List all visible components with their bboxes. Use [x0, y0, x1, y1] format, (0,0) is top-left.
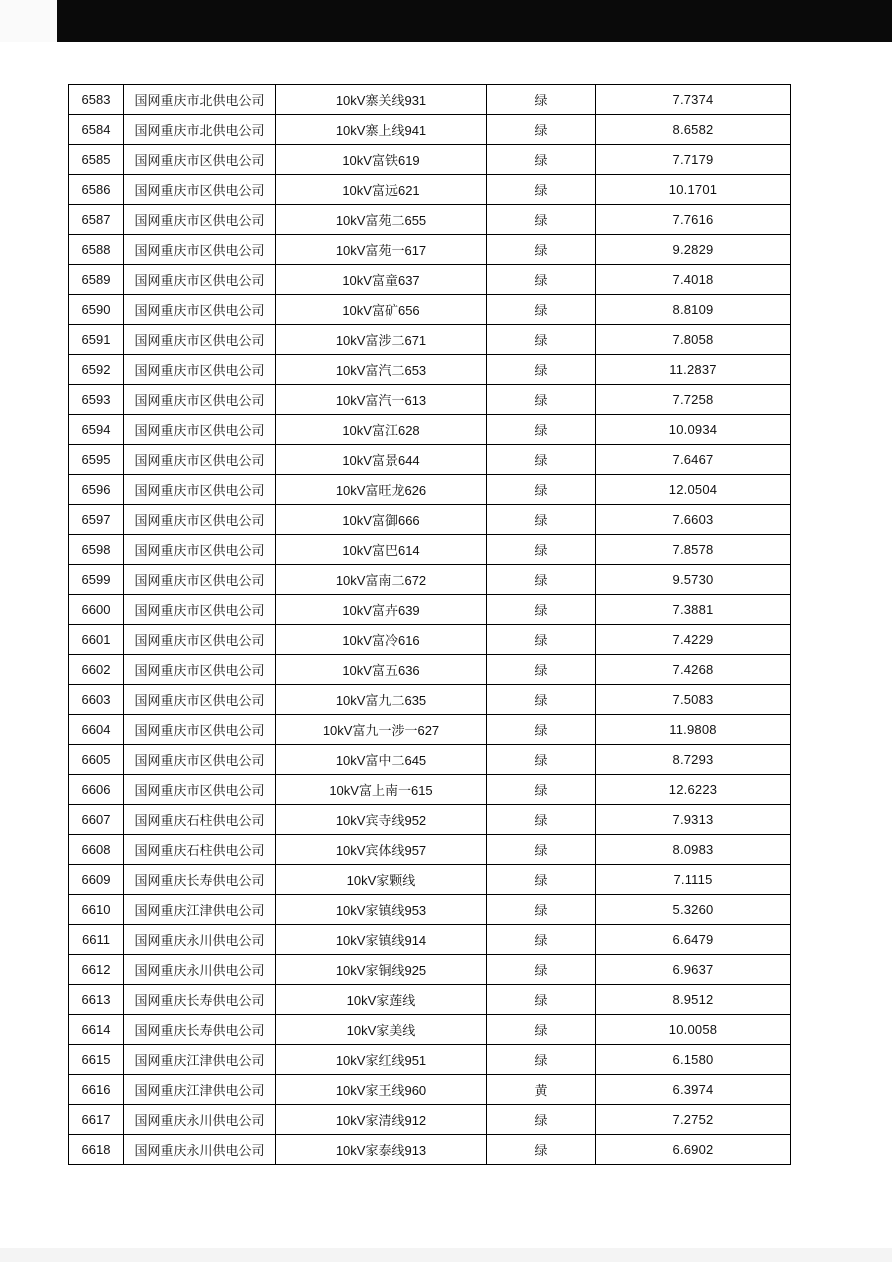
- power-line-table: [68, 84, 791, 1165]
- cell-line: 10kV家颗线: [276, 865, 487, 895]
- cell-company: 国网重庆石柱供电公司: [124, 805, 276, 835]
- cell-line: 10kV寨上线941: [276, 115, 487, 145]
- cell-line: 10kV富冷616: [276, 625, 487, 655]
- table-row: [69, 595, 791, 625]
- cell-company: 国网重庆永川供电公司: [124, 925, 276, 955]
- viewer-bottom-strip: [0, 1248, 892, 1262]
- cell-value: 7.4018: [596, 265, 791, 295]
- cell-value: 7.5083: [596, 685, 791, 715]
- cell-company: 国网重庆市区供电公司: [124, 415, 276, 445]
- cell-id: 6591: [69, 325, 124, 355]
- cell-company: 国网重庆长寿供电公司: [124, 985, 276, 1015]
- cell-value: 7.3881: [596, 595, 791, 625]
- cell-value: 7.7258: [596, 385, 791, 415]
- cell-status: 绿: [487, 685, 596, 715]
- cell-value: 6.6902: [596, 1135, 791, 1165]
- table-row: [69, 235, 791, 265]
- cell-value: 9.5730: [596, 565, 791, 595]
- cell-company: 国网重庆市区供电公司: [124, 355, 276, 385]
- table-row: [69, 565, 791, 595]
- cell-status: 绿: [487, 385, 596, 415]
- table-row: [69, 745, 791, 775]
- cell-value: 7.7616: [596, 205, 791, 235]
- table-row: [69, 535, 791, 565]
- cell-status: 绿: [487, 925, 596, 955]
- cell-line: 10kV富景644: [276, 445, 487, 475]
- table-row: [69, 1075, 791, 1105]
- cell-company: 国网重庆市区供电公司: [124, 715, 276, 745]
- cell-status: 绿: [487, 745, 596, 775]
- cell-status: 绿: [487, 625, 596, 655]
- cell-id: 6605: [69, 745, 124, 775]
- viewer-top-black-bar: [57, 0, 892, 42]
- cell-id: 6610: [69, 895, 124, 925]
- cell-line: 10kV富苑二655: [276, 205, 487, 235]
- cell-value: 9.2829: [596, 235, 791, 265]
- cell-company: 国网重庆市区供电公司: [124, 325, 276, 355]
- cell-id: 6584: [69, 115, 124, 145]
- cell-company: 国网重庆市区供电公司: [124, 505, 276, 535]
- table-row: [69, 445, 791, 475]
- cell-line: 10kV富汽二653: [276, 355, 487, 385]
- cell-company: 国网重庆市区供电公司: [124, 265, 276, 295]
- cell-id: 6586: [69, 175, 124, 205]
- table-row: [69, 685, 791, 715]
- table-row: [69, 625, 791, 655]
- table-row: [69, 955, 791, 985]
- cell-company: 国网重庆永川供电公司: [124, 955, 276, 985]
- cell-value: 8.0983: [596, 835, 791, 865]
- cell-id: 6598: [69, 535, 124, 565]
- cell-line: 10kV富铁619: [276, 145, 487, 175]
- cell-line: 10kV富巴614: [276, 535, 487, 565]
- cell-status: 绿: [487, 355, 596, 385]
- cell-line: 10kV富九二635: [276, 685, 487, 715]
- cell-status: 绿: [487, 115, 596, 145]
- cell-id: 6602: [69, 655, 124, 685]
- cell-value: 6.1580: [596, 1045, 791, 1075]
- table-row: [69, 715, 791, 745]
- cell-id: 6594: [69, 415, 124, 445]
- cell-id: 6608: [69, 835, 124, 865]
- cell-company: 国网重庆市区供电公司: [124, 475, 276, 505]
- cell-value: 7.1115: [596, 865, 791, 895]
- viewer-top-left-corner: [0, 0, 57, 42]
- cell-value: 10.1701: [596, 175, 791, 205]
- cell-id: 6592: [69, 355, 124, 385]
- cell-id: 6615: [69, 1045, 124, 1075]
- cell-id: 6601: [69, 625, 124, 655]
- cell-id: 6589: [69, 265, 124, 295]
- cell-company: 国网重庆永川供电公司: [124, 1105, 276, 1135]
- cell-status: 绿: [487, 775, 596, 805]
- cell-line: 10kV富南二672: [276, 565, 487, 595]
- cell-status: 绿: [487, 1015, 596, 1045]
- table-row: [69, 835, 791, 865]
- cell-status: 绿: [487, 895, 596, 925]
- cell-id: 6613: [69, 985, 124, 1015]
- table-row: [69, 355, 791, 385]
- cell-status: 绿: [487, 835, 596, 865]
- table-row: [69, 325, 791, 355]
- cell-value: 12.0504: [596, 475, 791, 505]
- cell-status: 绿: [487, 805, 596, 835]
- cell-company: 国网重庆长寿供电公司: [124, 1015, 276, 1045]
- cell-status: 绿: [487, 985, 596, 1015]
- cell-id: 6614: [69, 1015, 124, 1045]
- cell-company: 国网重庆市区供电公司: [124, 745, 276, 775]
- cell-id: 6609: [69, 865, 124, 895]
- table-row: [69, 385, 791, 415]
- cell-status: 绿: [487, 505, 596, 535]
- table-row: [69, 865, 791, 895]
- cell-line: 10kV富涉二671: [276, 325, 487, 355]
- cell-line: 10kV富上南一615: [276, 775, 487, 805]
- cell-value: 10.0058: [596, 1015, 791, 1045]
- table-row: [69, 805, 791, 835]
- cell-value: 6.6479: [596, 925, 791, 955]
- cell-status: 绿: [487, 325, 596, 355]
- cell-company: 国网重庆市区供电公司: [124, 445, 276, 475]
- cell-status: 绿: [487, 265, 596, 295]
- cell-value: 11.9808: [596, 715, 791, 745]
- cell-line: 10kV富中二645: [276, 745, 487, 775]
- cell-id: 6603: [69, 685, 124, 715]
- cell-status: 绿: [487, 475, 596, 505]
- cell-value: 8.7293: [596, 745, 791, 775]
- cell-id: 6612: [69, 955, 124, 985]
- document-page: [0, 42, 892, 1248]
- cell-company: 国网重庆江津供电公司: [124, 1075, 276, 1105]
- table-row: [69, 925, 791, 955]
- cell-status: 绿: [487, 1105, 596, 1135]
- cell-status: 绿: [487, 145, 596, 175]
- cell-company: 国网重庆市区供电公司: [124, 595, 276, 625]
- cell-value: 7.8058: [596, 325, 791, 355]
- cell-id: 6595: [69, 445, 124, 475]
- cell-line: 10kV家红线951: [276, 1045, 487, 1075]
- cell-company: 国网重庆市区供电公司: [124, 385, 276, 415]
- cell-company: 国网重庆市区供电公司: [124, 625, 276, 655]
- cell-id: 6593: [69, 385, 124, 415]
- cell-id: 6597: [69, 505, 124, 535]
- cell-status: 黄: [487, 1075, 596, 1105]
- cell-id: 6611: [69, 925, 124, 955]
- cell-id: 6617: [69, 1105, 124, 1135]
- cell-line: 10kV富矿656: [276, 295, 487, 325]
- cell-value: 12.6223: [596, 775, 791, 805]
- cell-id: 6607: [69, 805, 124, 835]
- cell-company: 国网重庆永川供电公司: [124, 1135, 276, 1165]
- cell-value: 7.4229: [596, 625, 791, 655]
- cell-status: 绿: [487, 865, 596, 895]
- cell-status: 绿: [487, 175, 596, 205]
- cell-id: 6590: [69, 295, 124, 325]
- table-row: [69, 415, 791, 445]
- cell-id: 6616: [69, 1075, 124, 1105]
- cell-value: 8.8109: [596, 295, 791, 325]
- table-row: [69, 1105, 791, 1135]
- table-row: [69, 145, 791, 175]
- table-row: [69, 1015, 791, 1045]
- cell-company: 国网重庆长寿供电公司: [124, 865, 276, 895]
- cell-company: 国网重庆江津供电公司: [124, 1045, 276, 1075]
- table-row: [69, 115, 791, 145]
- cell-company: 国网重庆市区供电公司: [124, 535, 276, 565]
- table-row: [69, 655, 791, 685]
- cell-line: 10kV寨关线931: [276, 85, 487, 115]
- cell-status: 绿: [487, 235, 596, 265]
- cell-company: 国网重庆市北供电公司: [124, 115, 276, 145]
- cell-value: 8.9512: [596, 985, 791, 1015]
- cell-company: 国网重庆市区供电公司: [124, 145, 276, 175]
- cell-id: 6604: [69, 715, 124, 745]
- cell-company: 国网重庆市区供电公司: [124, 565, 276, 595]
- cell-line: 10kV富旺龙626: [276, 475, 487, 505]
- cell-line: 10kV宾寺线952: [276, 805, 487, 835]
- cell-company: 国网重庆市区供电公司: [124, 235, 276, 265]
- cell-company: 国网重庆市北供电公司: [124, 85, 276, 115]
- cell-value: 10.0934: [596, 415, 791, 445]
- table-row: [69, 85, 791, 115]
- cell-value: 6.9637: [596, 955, 791, 985]
- cell-value: 7.8578: [596, 535, 791, 565]
- table-row: [69, 1045, 791, 1075]
- cell-id: 6596: [69, 475, 124, 505]
- cell-value: 7.6603: [596, 505, 791, 535]
- cell-company: 国网重庆石柱供电公司: [124, 835, 276, 865]
- cell-line: 10kV富江628: [276, 415, 487, 445]
- cell-company: 国网重庆市区供电公司: [124, 295, 276, 325]
- cell-line: 10kV富卉639: [276, 595, 487, 625]
- cell-status: 绿: [487, 565, 596, 595]
- cell-value: 8.6582: [596, 115, 791, 145]
- cell-status: 绿: [487, 445, 596, 475]
- cell-value: 7.4268: [596, 655, 791, 685]
- cell-line: 10kV家莲线: [276, 985, 487, 1015]
- cell-line: 10kV家清线912: [276, 1105, 487, 1135]
- cell-id: 6583: [69, 85, 124, 115]
- cell-value: 6.3974: [596, 1075, 791, 1105]
- cell-status: 绿: [487, 595, 596, 625]
- cell-line: 10kV富童637: [276, 265, 487, 295]
- cell-status: 绿: [487, 655, 596, 685]
- table-row: [69, 985, 791, 1015]
- viewer-top-bar: [0, 0, 892, 42]
- cell-status: 绿: [487, 295, 596, 325]
- cell-status: 绿: [487, 715, 596, 745]
- cell-line: 10kV家铜线925: [276, 955, 487, 985]
- cell-line: 10kV家镇线914: [276, 925, 487, 955]
- cell-line: 10kV富汽一613: [276, 385, 487, 415]
- table-row: [69, 295, 791, 325]
- cell-company: 国网重庆市区供电公司: [124, 775, 276, 805]
- cell-value: 11.2837: [596, 355, 791, 385]
- table-row: [69, 475, 791, 505]
- cell-status: 绿: [487, 1135, 596, 1165]
- table-row: [69, 1135, 791, 1165]
- table-row: [69, 775, 791, 805]
- cell-status: 绿: [487, 205, 596, 235]
- cell-line: 10kV富九一涉一627: [276, 715, 487, 745]
- cell-status: 绿: [487, 1045, 596, 1075]
- table-row: [69, 895, 791, 925]
- cell-company: 国网重庆市区供电公司: [124, 175, 276, 205]
- cell-line: 10kV家镇线953: [276, 895, 487, 925]
- cell-id: 6606: [69, 775, 124, 805]
- cell-id: 6618: [69, 1135, 124, 1165]
- cell-value: 5.3260: [596, 895, 791, 925]
- cell-status: 绿: [487, 415, 596, 445]
- table-row: [69, 175, 791, 205]
- cell-line: 10kV家王线960: [276, 1075, 487, 1105]
- table-row: [69, 505, 791, 535]
- table-row: [69, 205, 791, 235]
- cell-line: 10kV宾体线957: [276, 835, 487, 865]
- cell-id: 6585: [69, 145, 124, 175]
- cell-line: 10kV富御666: [276, 505, 487, 535]
- cell-value: 7.2752: [596, 1105, 791, 1135]
- cell-id: 6599: [69, 565, 124, 595]
- cell-company: 国网重庆市区供电公司: [124, 655, 276, 685]
- table-row: [69, 265, 791, 295]
- cell-company: 国网重庆江津供电公司: [124, 895, 276, 925]
- cell-line: 10kV家泰线913: [276, 1135, 487, 1165]
- cell-line: 10kV富五636: [276, 655, 487, 685]
- cell-status: 绿: [487, 85, 596, 115]
- cell-value: 7.6467: [596, 445, 791, 475]
- cell-line: 10kV家美线: [276, 1015, 487, 1045]
- cell-status: 绿: [487, 955, 596, 985]
- cell-company: 国网重庆市区供电公司: [124, 205, 276, 235]
- cell-line: 10kV富苑一617: [276, 235, 487, 265]
- cell-id: 6600: [69, 595, 124, 625]
- cell-id: 6587: [69, 205, 124, 235]
- cell-status: 绿: [487, 535, 596, 565]
- cell-line: 10kV富远621: [276, 175, 487, 205]
- table-body: [69, 85, 791, 1165]
- cell-value: 7.9313: [596, 805, 791, 835]
- cell-id: 6588: [69, 235, 124, 265]
- cell-value: 7.7374: [596, 85, 791, 115]
- cell-value: 7.7179: [596, 145, 791, 175]
- cell-company: 国网重庆市区供电公司: [124, 685, 276, 715]
